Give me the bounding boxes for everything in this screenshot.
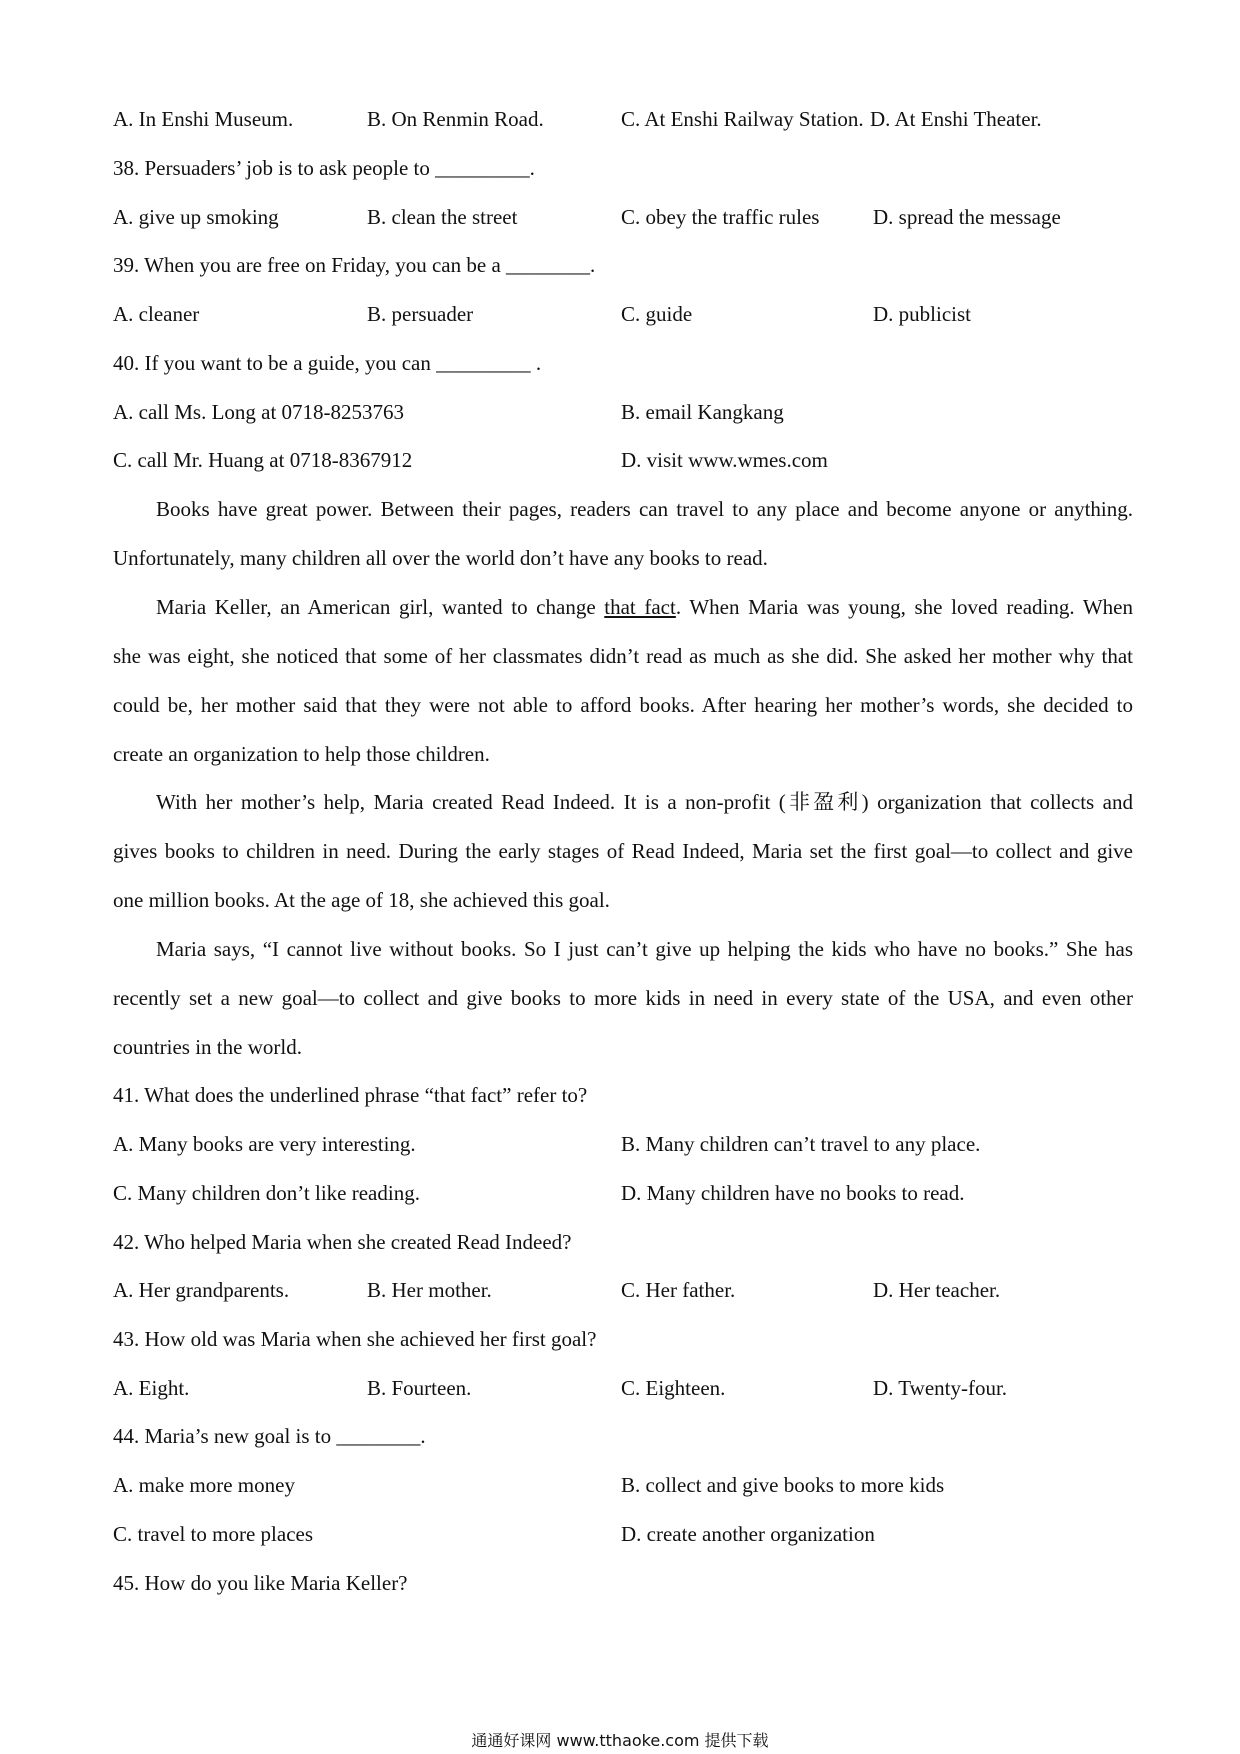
q43-option-a: A. Eight. [113, 1376, 190, 1400]
q40-options-row2 [113, 445, 1133, 475]
passage-paragraph-2 [113, 592, 1133, 788]
q42-option-a: A. Her grandparents. [113, 1278, 290, 1302]
q43-option-b: B. Fourteen. [367, 1376, 472, 1400]
q40-option-a: A. call Ms. Long at 0718-8253763 [113, 400, 405, 424]
passage-paragraph-4 [113, 934, 1133, 1081]
q41-option-a: A. Many books are very interesting. [113, 1132, 416, 1156]
q44-option-c: C. travel to more places [113, 1522, 314, 1546]
passage-line: Maria says, “I cannot live without books. So I just can’t give up helping the kids who have no books.” She has [156, 937, 1133, 961]
q39-option-a: A. cleaner [113, 302, 200, 326]
q41-options-row2 [113, 1178, 1133, 1208]
passage-paragraph-3 [113, 787, 1133, 934]
q42-stem: 42. Who helped Maria when she created Read Indeed? [113, 1230, 572, 1254]
underlined-phrase: that fact [604, 595, 676, 619]
q41-option-c: C. Many children don’t like reading. [113, 1181, 420, 1205]
q39-option-b: B. persuader [367, 302, 474, 326]
q38-option-a: A. give up smoking [113, 205, 279, 229]
q37-option-a: A. In Enshi Museum. [113, 107, 294, 131]
passage-line: Books have great power. Between their pages, readers can travel to any place and become anyone or anything. [156, 497, 1133, 521]
q42-option-b: B. Her mother. [367, 1278, 492, 1302]
q43-options [113, 1373, 1133, 1403]
q37-option-c: C. At Enshi Railway Station. [621, 107, 864, 131]
q38-stem: 38. Persuaders’ job is to ask people to _________. [113, 156, 535, 180]
q40-stem: 40. If you want to be a guide, you can _________ . [113, 351, 542, 375]
q44-options-row1 [113, 1470, 1133, 1500]
q42-option-d: D. Her teacher. [873, 1278, 1001, 1302]
passage-text: . When Maria was young, she loved reading. When [675, 595, 1133, 619]
q37-option-b: B. On Renmin Road. [367, 107, 544, 131]
passage-line: countries in the world. [113, 1035, 302, 1059]
q37-options [113, 104, 1133, 134]
q40-option-c: C. call Mr. Huang at 0718-8367912 [113, 448, 413, 472]
q44-option-d: D. create another organization [621, 1522, 875, 1546]
q39-option-c: C. guide [621, 302, 693, 326]
q37-option-d: D. At Enshi Theater. [870, 107, 1042, 131]
q41-options-row1 [113, 1129, 1133, 1159]
q44-stem: 44. Maria’s new goal is to ________. [113, 1424, 426, 1448]
q43-option-c: C. Eighteen. [621, 1376, 726, 1400]
q43-stem: 43. How old was Maria when she achieved her first goal? [113, 1327, 597, 1351]
page-footer: 通通好课网 www.tthaoke.com 提供下载 [471, 1731, 769, 1750]
passage-line: one million books. At the age of 18, she achieved this goal. [113, 888, 610, 912]
passage-line: create an organization to help those children. [113, 742, 490, 766]
q45-stem: 45. How do you like Maria Keller? [113, 1571, 408, 1595]
q41-option-b: B. Many children can’t travel to any place. [621, 1132, 981, 1156]
q39-options [113, 299, 1133, 329]
q41-option-d: D. Many children have no books to read. [621, 1181, 965, 1205]
q38-option-c: C. obey the traffic rules [621, 205, 820, 229]
q39-stem: 39. When you are free on Friday, you can be a ________. [113, 253, 596, 277]
passage-text: Maria Keller, an American girl, wanted to change [156, 595, 605, 619]
passage-line [113, 592, 1133, 641]
q44-option-a: A. make more money [113, 1473, 295, 1497]
passage-line: Unfortunately, many children all over the world don’t have any books to read. [113, 546, 768, 570]
q43-option-d: D. Twenty-four. [873, 1376, 1008, 1400]
passage-paragraph-1 [113, 494, 1133, 592]
q39-option-d: D. publicist [873, 302, 971, 326]
q44-option-b: B. collect and give books to more kids [621, 1473, 945, 1497]
q41-stem: 41. What does the underlined phrase “that fact” refer to? [113, 1083, 588, 1107]
passage-line: With her mother’s help, Maria created Read Indeed. It is a non-profit (非盈利) organization that collects and [156, 790, 1133, 814]
q38-options [113, 202, 1133, 232]
q42-options [113, 1275, 1133, 1305]
q40-options-row1 [113, 397, 1133, 427]
q40-option-d: D. visit www.wmes.com [621, 448, 828, 472]
q38-option-b: B. clean the street [367, 205, 518, 229]
passage-line: she was eight, she noticed that some of her classmates didn’t read as much as she did. She asked her mother why that [113, 644, 1133, 668]
q38-option-d: D. spread the message [873, 205, 1061, 229]
q44-options-row2 [113, 1519, 1133, 1549]
q40-option-b: B. email Kangkang [621, 400, 784, 424]
passage-line: could be, her mother said that they were not able to afford books. After hearing her mother’s words, she decided to [113, 693, 1133, 717]
passage-line: recently set a new goal—to collect and give books to more kids in need in every state of the USA, and even other [113, 986, 1133, 1010]
passage-line: gives books to children in need. During the early stages of Read Indeed, Maria set the first goal—to collect and give [113, 839, 1133, 863]
q42-option-c: C. Her father. [621, 1278, 736, 1302]
